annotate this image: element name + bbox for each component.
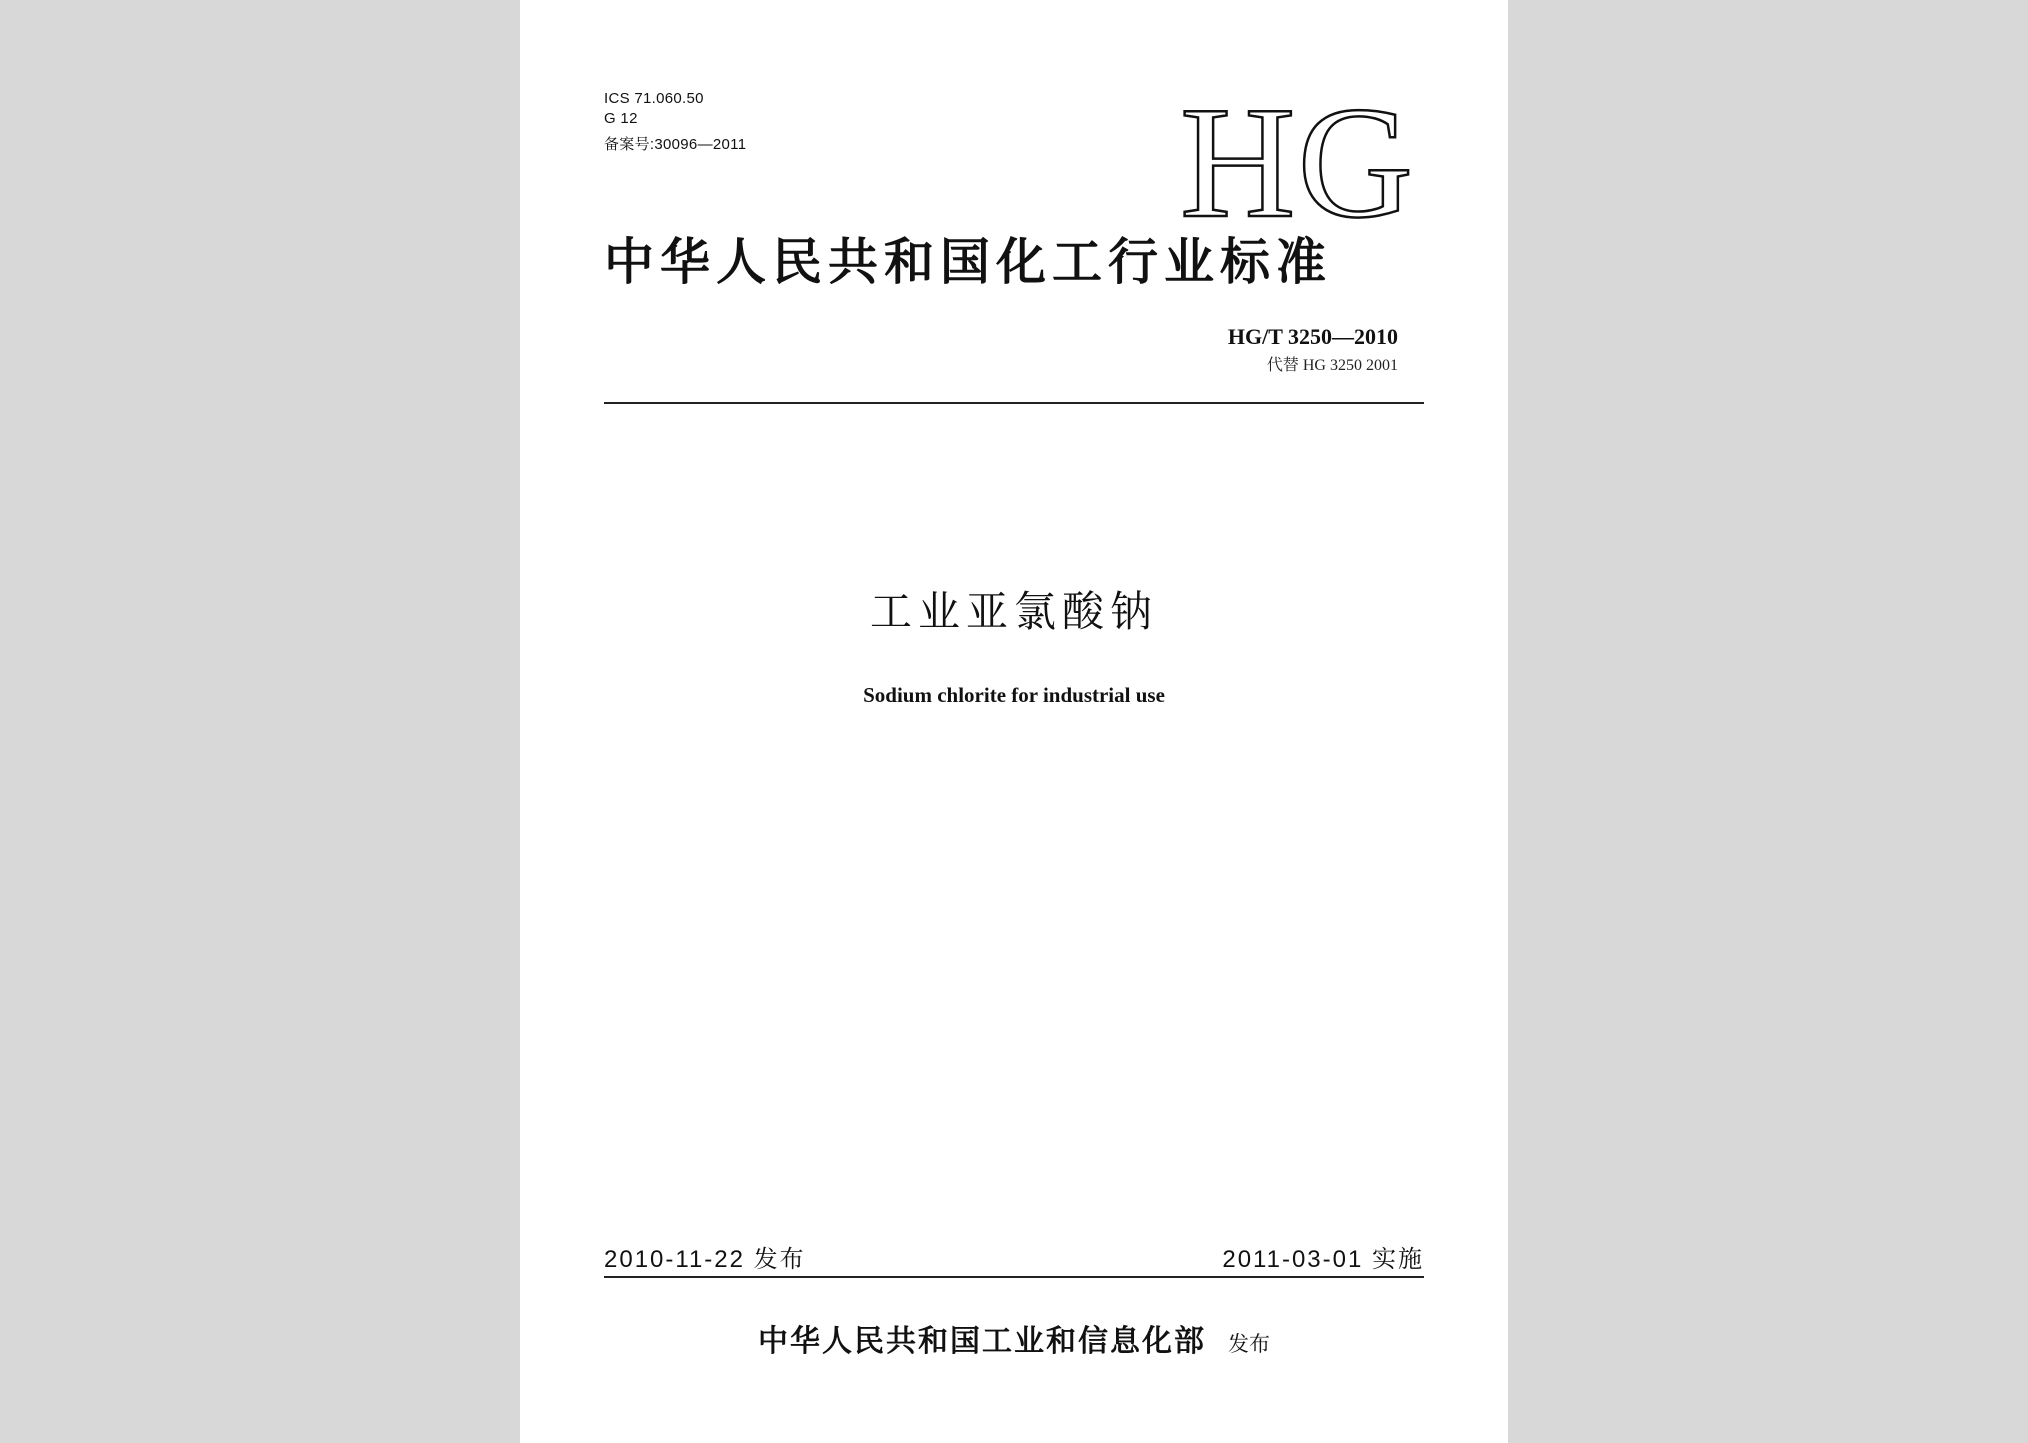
document-page xyxy=(520,0,1508,1443)
publisher xyxy=(520,1322,1508,1362)
filing-number: 备案号:30096—2011 xyxy=(604,136,747,153)
document-title-cn: 工业亚氯酸钠 xyxy=(869,587,1158,636)
issue-date: 2010-11-22 发布 xyxy=(604,1246,806,1273)
standard-number: HG/T 3250—2010 xyxy=(1227,324,1398,349)
footer-divider xyxy=(604,1276,1424,1278)
document-title-en: Sodium chlorite for industrial use xyxy=(863,683,1165,707)
ics-code: ICS 71.060.50 xyxy=(604,90,704,107)
org-title: 中华人民共和国化工行业标准 xyxy=(604,232,1332,291)
header-divider xyxy=(604,402,1424,404)
effective-date: 2011-03-01 实施 xyxy=(1222,1246,1424,1273)
publisher-suffix: 发布 xyxy=(1228,1332,1270,1356)
publisher-name: 中华人民共和国工业和信息化部 xyxy=(758,1324,1206,1359)
classification-code: G 12 xyxy=(604,110,638,127)
replaced-standard: 代替 HG 3250 2001 xyxy=(1266,357,1398,374)
hg-logo: HG xyxy=(1180,73,1416,251)
